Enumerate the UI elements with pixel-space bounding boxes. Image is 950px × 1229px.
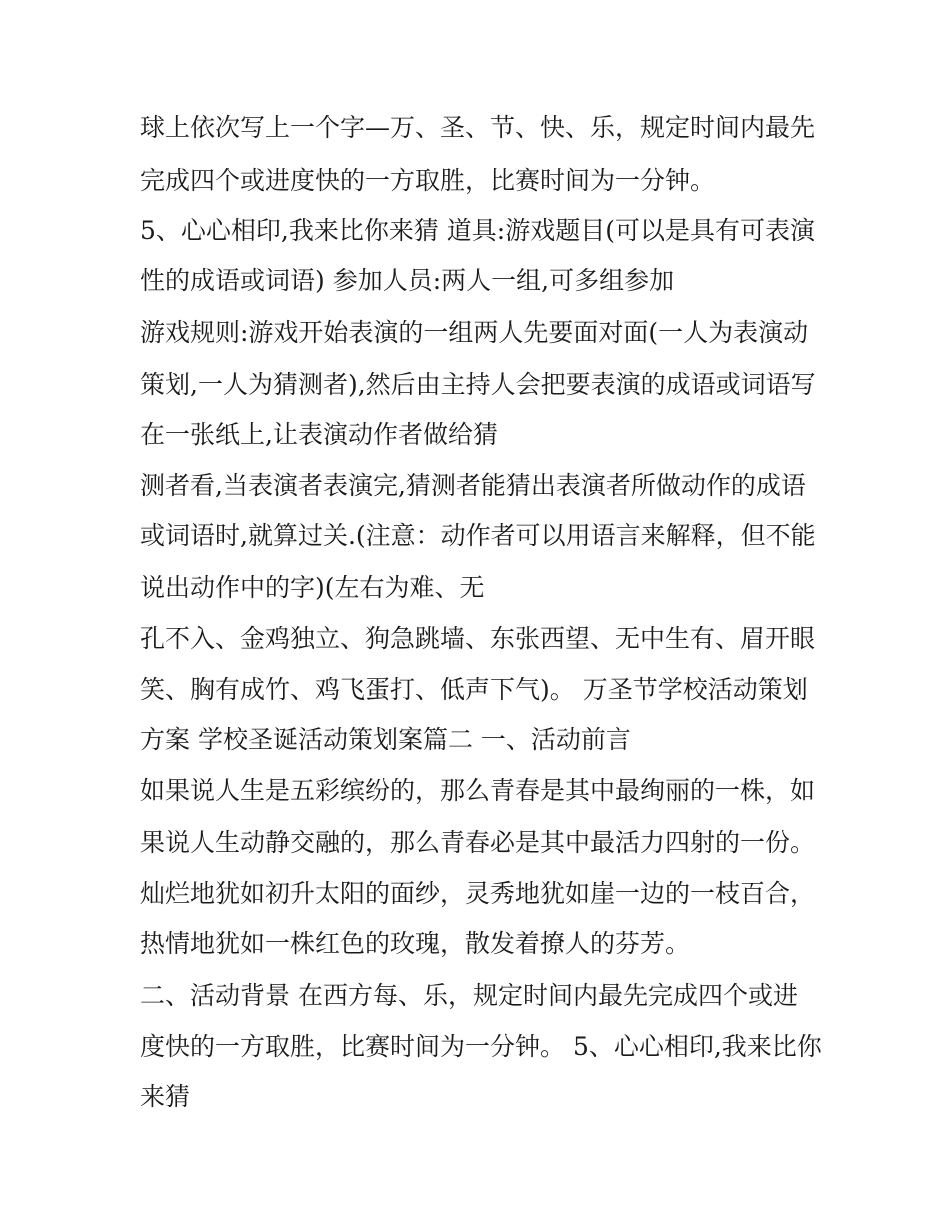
text-line: 策划,一人为猜测者),然后由主持人会把要表演的成语或词语写 xyxy=(140,370,816,399)
text-line: 度快的一方取胜，比赛时间为一分钟。 5、心心相印,我来比你 xyxy=(140,1032,822,1061)
text-line: 来猜 xyxy=(140,1082,191,1111)
text-line: 如果说人生是五彩缤纷的，那么青春是其中最绚丽的一株，如 xyxy=(140,776,816,805)
text-line: 或词语时,就算过关.(注意：动作者可以用语言来解释，但不能 xyxy=(140,521,816,550)
text-line: 说出动作中的字)(左右为难、无 xyxy=(140,573,485,602)
text-line: 在一张纸上,让表演动作者做给猜 xyxy=(140,420,498,449)
text-line: 性的成语或词语) 参加人员:两人一组,可多组参加 xyxy=(140,266,675,295)
text-line: 果说人生动静交融的，那么青春必是其中最活力四射的一份。 xyxy=(140,828,816,857)
text-line: 测者看,当表演者表演完,猜测者能猜出表演者所做动作的成语 xyxy=(140,471,806,500)
text-line: 二、活动背景 在西方每、乐，规定时间内最先完成四个或进 xyxy=(140,981,798,1010)
text-line: 热情地犹如一株红色的玫瑰，散发着撩人的芬芳。 xyxy=(140,929,691,958)
text-line: 方案 学校圣诞活动策划案篇二 一、活动前言 xyxy=(140,725,631,754)
text-line: 灿烂地犹如初升太阳的面纱，灵秀地犹如崖一边的一枝百合， xyxy=(140,879,816,908)
text-line: 球上依次写上一个字—万、圣、节、快、乐，规定时间内最先 xyxy=(140,113,816,142)
text-line: 笑、胸有成竹、鸡飞蛋打、低声下气)。 万圣节学校活动策划 xyxy=(140,675,808,704)
text-line: 完成四个或进度快的一方取胜，比赛时间为一分钟。 xyxy=(140,166,716,195)
text-line: 游戏规则:游戏开始表演的一组两人先要面对面(一人为表演动 xyxy=(140,318,809,347)
text-line: 5、心心相印,我来比你来猜 道具:游戏题目(可以是具有可表演 xyxy=(140,216,815,245)
text-line: 孔不入、金鸡独立、狗急跳墙、东张西望、无中生有、眉开眼 xyxy=(140,624,816,653)
